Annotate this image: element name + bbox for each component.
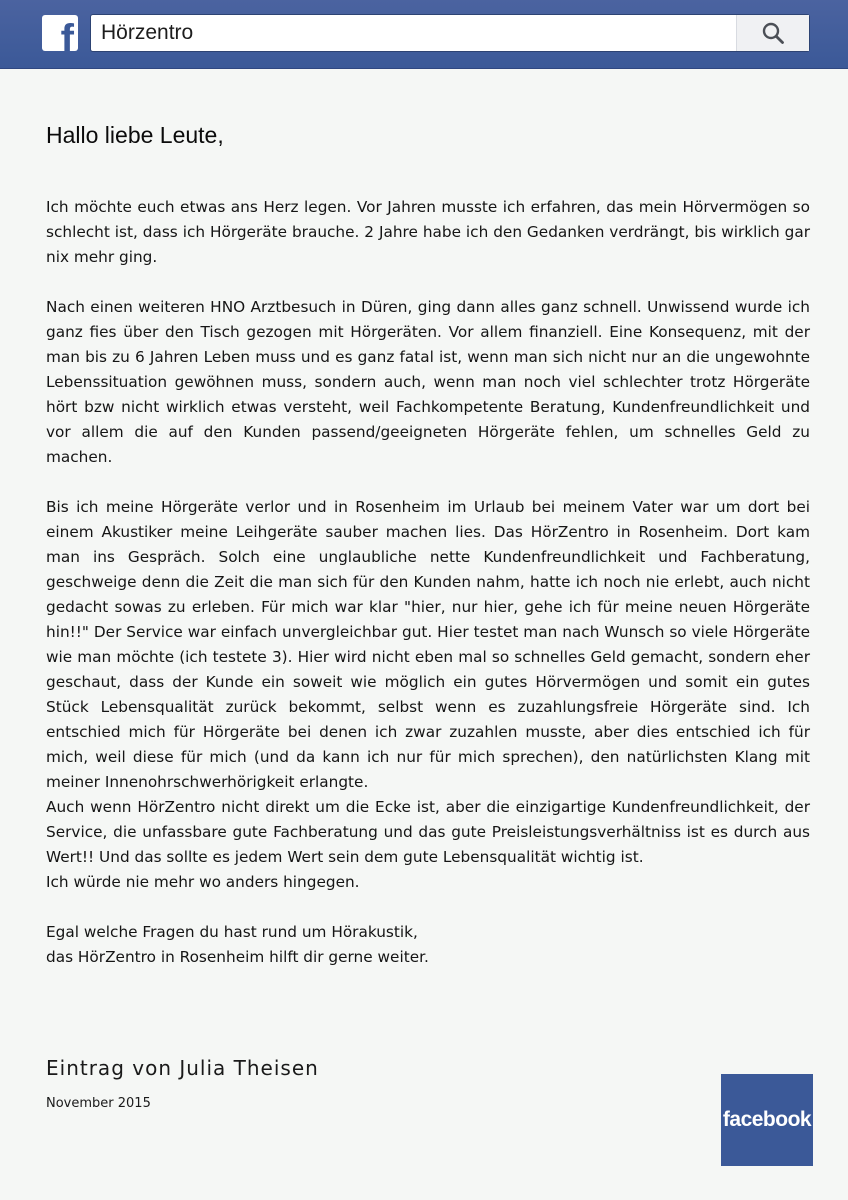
post-date: November 2015 (46, 1096, 151, 1111)
facebook-badge-text: facebook (722, 1108, 812, 1131)
post-paragraph: Nach einen weiteren HNO Arztbesuch in Düren, ging dann alles ganz schnell. Unwissend wurde ich ganz fies über den Tisch gezogen mit Hörgeräten. Vor allem finanziell. Eine Konsequenz, mit der man bis zu 6 Jahren Leben muss und es ganz fatal ist, wenn man sich nicht nur an die ungewohnte Lebenssituation gewöhnen muss, sondern auch, wenn man noch viel schlechter trotz Hörgeräte hört bzw nicht wirklich etwas versteht, weil Fachkompetente Beratung, Kundenfreundlichkeit und vor allem die auf den Kunden passend/geeigneten Hörgeräte fehlen, um schnelles Geld zu machen. (46, 298, 810, 466)
post-paragraph: Bis ich meine Hörgeräte verlor und in Rosenheim im Urlaub bei meinem Vater war um dort bei einem Akustiker meine Leihgeräte sauber machen lies. Das HörZentro in Rosenheim. Dort kam man ins Gespräch. Solch eine unglaubliche nette Kundenfreundlichkeit und Fachberatung, geschweige denn die Zeit die man sich für den Kunden nahm, hatte ich noch nie erlebt, auch nicht gedacht sowas zu erleben. Für mich war klar "hier, nur hier, gehe ich für meine neuen Hörgeräte hin!!" Der Service war einfach unvergleichbar gut. Hier testet man nach Wunsch so viele Hörgeräte wie man möchte (ich testete 3). Hier wird nicht eben mal so schnelles Geld gemacht, sondern eher geschaut, dass der Kunde ein soweit wie möglich ein gutes Hörvermögen und somit ein gutes Stück Lebensqualität zurück bekommt, selbst wenn es zuzahlungsfreie Hörgeräte sind. Ich entschied mich für Hörgeräte bei denen ich zwar zuzahlen musste, aber dies entschied ich für mich, weil diese für mich (und da kann ich nur für mich sprechen), den natürlichsten Klang mit meiner Innenohrschwerhörigkeit erlangte. Auch wenn HörZentro nicht direkt um die Ecke ist, aber die einzigartige Kundenfreundlichkeit, der Service, die unfassbare gute Fachberatung und das gute Preisleistungsverhältniss ist es durch aus Wert!! Und das sollte es jedem Wert sein dem gute Lebensqualität wichtig ist. Ich würde nie mehr wo anders hingegen. (46, 498, 810, 891)
post-signature: Eintrag von Julia Theisen (46, 1056, 319, 1080)
magnifier-icon (761, 21, 785, 45)
search-box (90, 14, 810, 52)
post-paragraph: Egal welche Fragen du hast rund um Hörakustik, das HörZentro in Rosenheim hilft dir gerne weiter. (46, 923, 429, 966)
search-input[interactable] (91, 15, 737, 51)
post-paragraph: Ich möchte euch etwas ans Herz legen. Vor Jahren musste ich erfahren, das mein Hörvermögen so schlecht ist, dass ich Hörgeräte brauche. 2 Jahre habe ich den Gedanken verdrängt, bis wirklich gar nix mehr ging. (46, 198, 810, 266)
search-button[interactable] (736, 15, 809, 51)
facebook-header-bar (0, 0, 848, 69)
post-greeting: Hallo liebe Leute, (46, 122, 224, 148)
facebook-logo-letter: f (60, 17, 74, 51)
facebook-badge-logo (721, 1074, 813, 1166)
post-content (46, 122, 810, 995)
facebook-logo-icon[interactable] (42, 15, 78, 51)
